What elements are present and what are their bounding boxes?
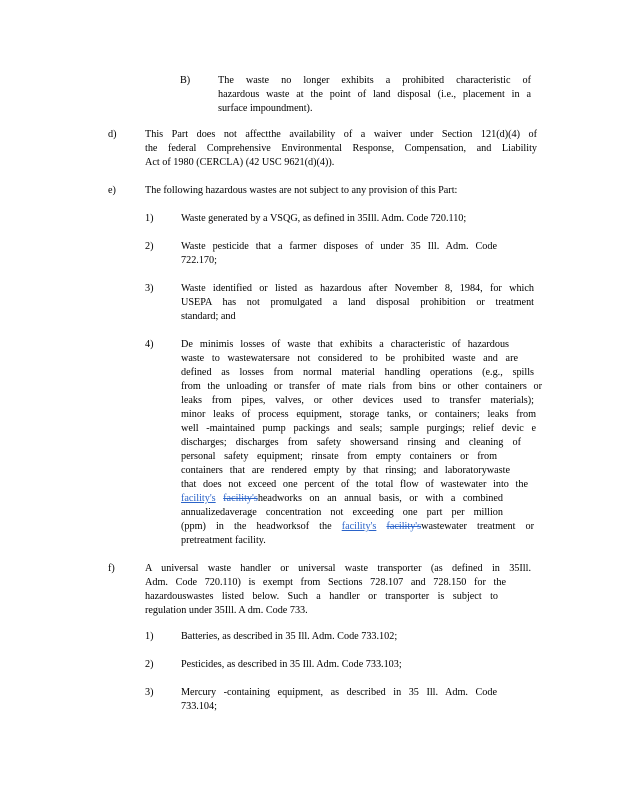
item-label-b: B)	[180, 75, 191, 86]
text-line: This Part does not affectthe availability of a waiver under Section 121(d)(4) of	[145, 129, 537, 140]
text-line: 733.104;	[181, 701, 217, 712]
text-run: (ppm) in the headworksof the	[181, 521, 332, 532]
text-line: Waste pesticide that a farmer disposes of under 35 Ill. Adm. Code	[181, 241, 497, 252]
subitem-label-e1: 1)	[145, 213, 154, 224]
text-line: standard; and	[181, 311, 236, 322]
inserted-text: facility's	[341, 521, 377, 532]
text-line: well -maintained pump packings and seals; sample purgings; relief devic e	[181, 423, 536, 434]
deleted-text: facility's	[223, 493, 258, 504]
item-f-text	[145, 562, 531, 618]
deleted-text: facility's	[386, 521, 422, 532]
text-line: A universal waste handler or universal waste transporter (as defined in 35Ill.	[145, 563, 531, 574]
item-label-e: e)	[108, 185, 116, 196]
text-line: Adm. Code 720.110) is exempt from Sections 728.107 and 728.150 for the	[145, 577, 506, 588]
text-line: USEPA has not promulgated a land disposal prohibition or treatment	[181, 297, 534, 308]
subitem-f1-text	[181, 630, 537, 644]
text-line: the federal Comprehensive Environmental Response, Compensation, and Liability	[145, 143, 537, 154]
subitem-label-e3: 3)	[145, 283, 154, 294]
text-line: Waste generated by a VSQG, as defined in 35Ill. Adm. Code 720.110;	[181, 213, 467, 224]
text-line: Act of 1980 (CERCLA) (42 USC 9621(d)(4)).	[145, 157, 335, 168]
text-line: Batteries, as described in 35 Ill. Adm. Code 733.102;	[181, 631, 398, 642]
text-line: De minimis losses of waste that exhibits a characteristic of hazardous	[181, 339, 509, 350]
text-line: The following hazardous wastes are not subject to any provision of this Part:	[145, 185, 458, 196]
subitem-e4-text	[181, 338, 542, 548]
text-line: minor leaks of process equipment, storage tanks, or containers; leaks from	[181, 409, 536, 420]
subitem-label-f3: 3)	[145, 687, 154, 698]
text-run: wastewater treatment or	[421, 521, 535, 532]
text-line: surface impoundment).	[218, 103, 313, 114]
item-label-f: f)	[108, 563, 115, 574]
inserted-text: facility's	[181, 493, 216, 504]
text-line	[181, 492, 503, 506]
subitem-label-f1: 1)	[145, 631, 154, 642]
text-line: Waste identified or listed as hazardous after November 8, 1984, for which	[181, 283, 534, 294]
text-line: Mercury -containing equipment, as described in 35 Ill. Adm. Code	[181, 687, 497, 698]
subitem-e1-text	[181, 212, 537, 226]
text-line: hazardouswastes listed below. Such a handler or transporter is subject to	[145, 591, 498, 602]
text-line: from the unloading or transfer of mate rials from bins or other containers or	[181, 381, 542, 392]
subitem-f3-text	[181, 686, 497, 714]
subitem-label-e2: 2)	[145, 241, 154, 252]
subitem-label-e4: 4)	[145, 339, 154, 350]
text-run: headworks on an annual basis, or with a combined	[257, 493, 504, 504]
text-line: hazardous waste at the point of land disposal (i.e., placement in a	[218, 89, 531, 100]
subitem-e2-text	[181, 240, 497, 268]
text-line: 722.170;	[181, 255, 217, 266]
text-line: annualizedaverage concentration not exceeding one part per million	[181, 507, 503, 518]
text-line: defined as losses from normal material handling operations (e.g., spills	[181, 367, 534, 378]
text-line	[181, 520, 534, 534]
text-line: pretreatment facility.	[181, 535, 266, 546]
text-line: regulation under 35Ill. A dm. Code 733.	[145, 605, 308, 616]
text-line: waste to wastewatersare not considered to be prohibited waste and are	[181, 353, 518, 364]
item-d-text	[145, 128, 537, 170]
item-label-d: d)	[108, 129, 117, 140]
text-line: leaks from pipes, valves, or other devices used to transfer materials);	[181, 395, 534, 406]
text-line: containers that are rendered empty by that rinsing; and laboratorywaste	[181, 465, 510, 476]
subitem-f2-text	[181, 658, 537, 672]
text-line: discharges; discharges from safety showersand rinsing and cleaning of	[181, 437, 521, 448]
item-e-text	[145, 184, 537, 198]
text-line: The waste no longer exhibits a prohibited characteristic of	[218, 75, 531, 86]
text-line: that does not exceed one percent of the total flow of wastewater into the	[181, 479, 528, 490]
item-b-text	[218, 74, 531, 116]
subitem-label-f2: 2)	[145, 659, 154, 670]
text-line: Pesticides, as described in 35 Ill. Adm. Code 733.103;	[181, 659, 402, 670]
subitem-e3-text	[181, 282, 534, 324]
text-line: personal safety equipment; rinsate from empty containers or from	[181, 451, 497, 462]
